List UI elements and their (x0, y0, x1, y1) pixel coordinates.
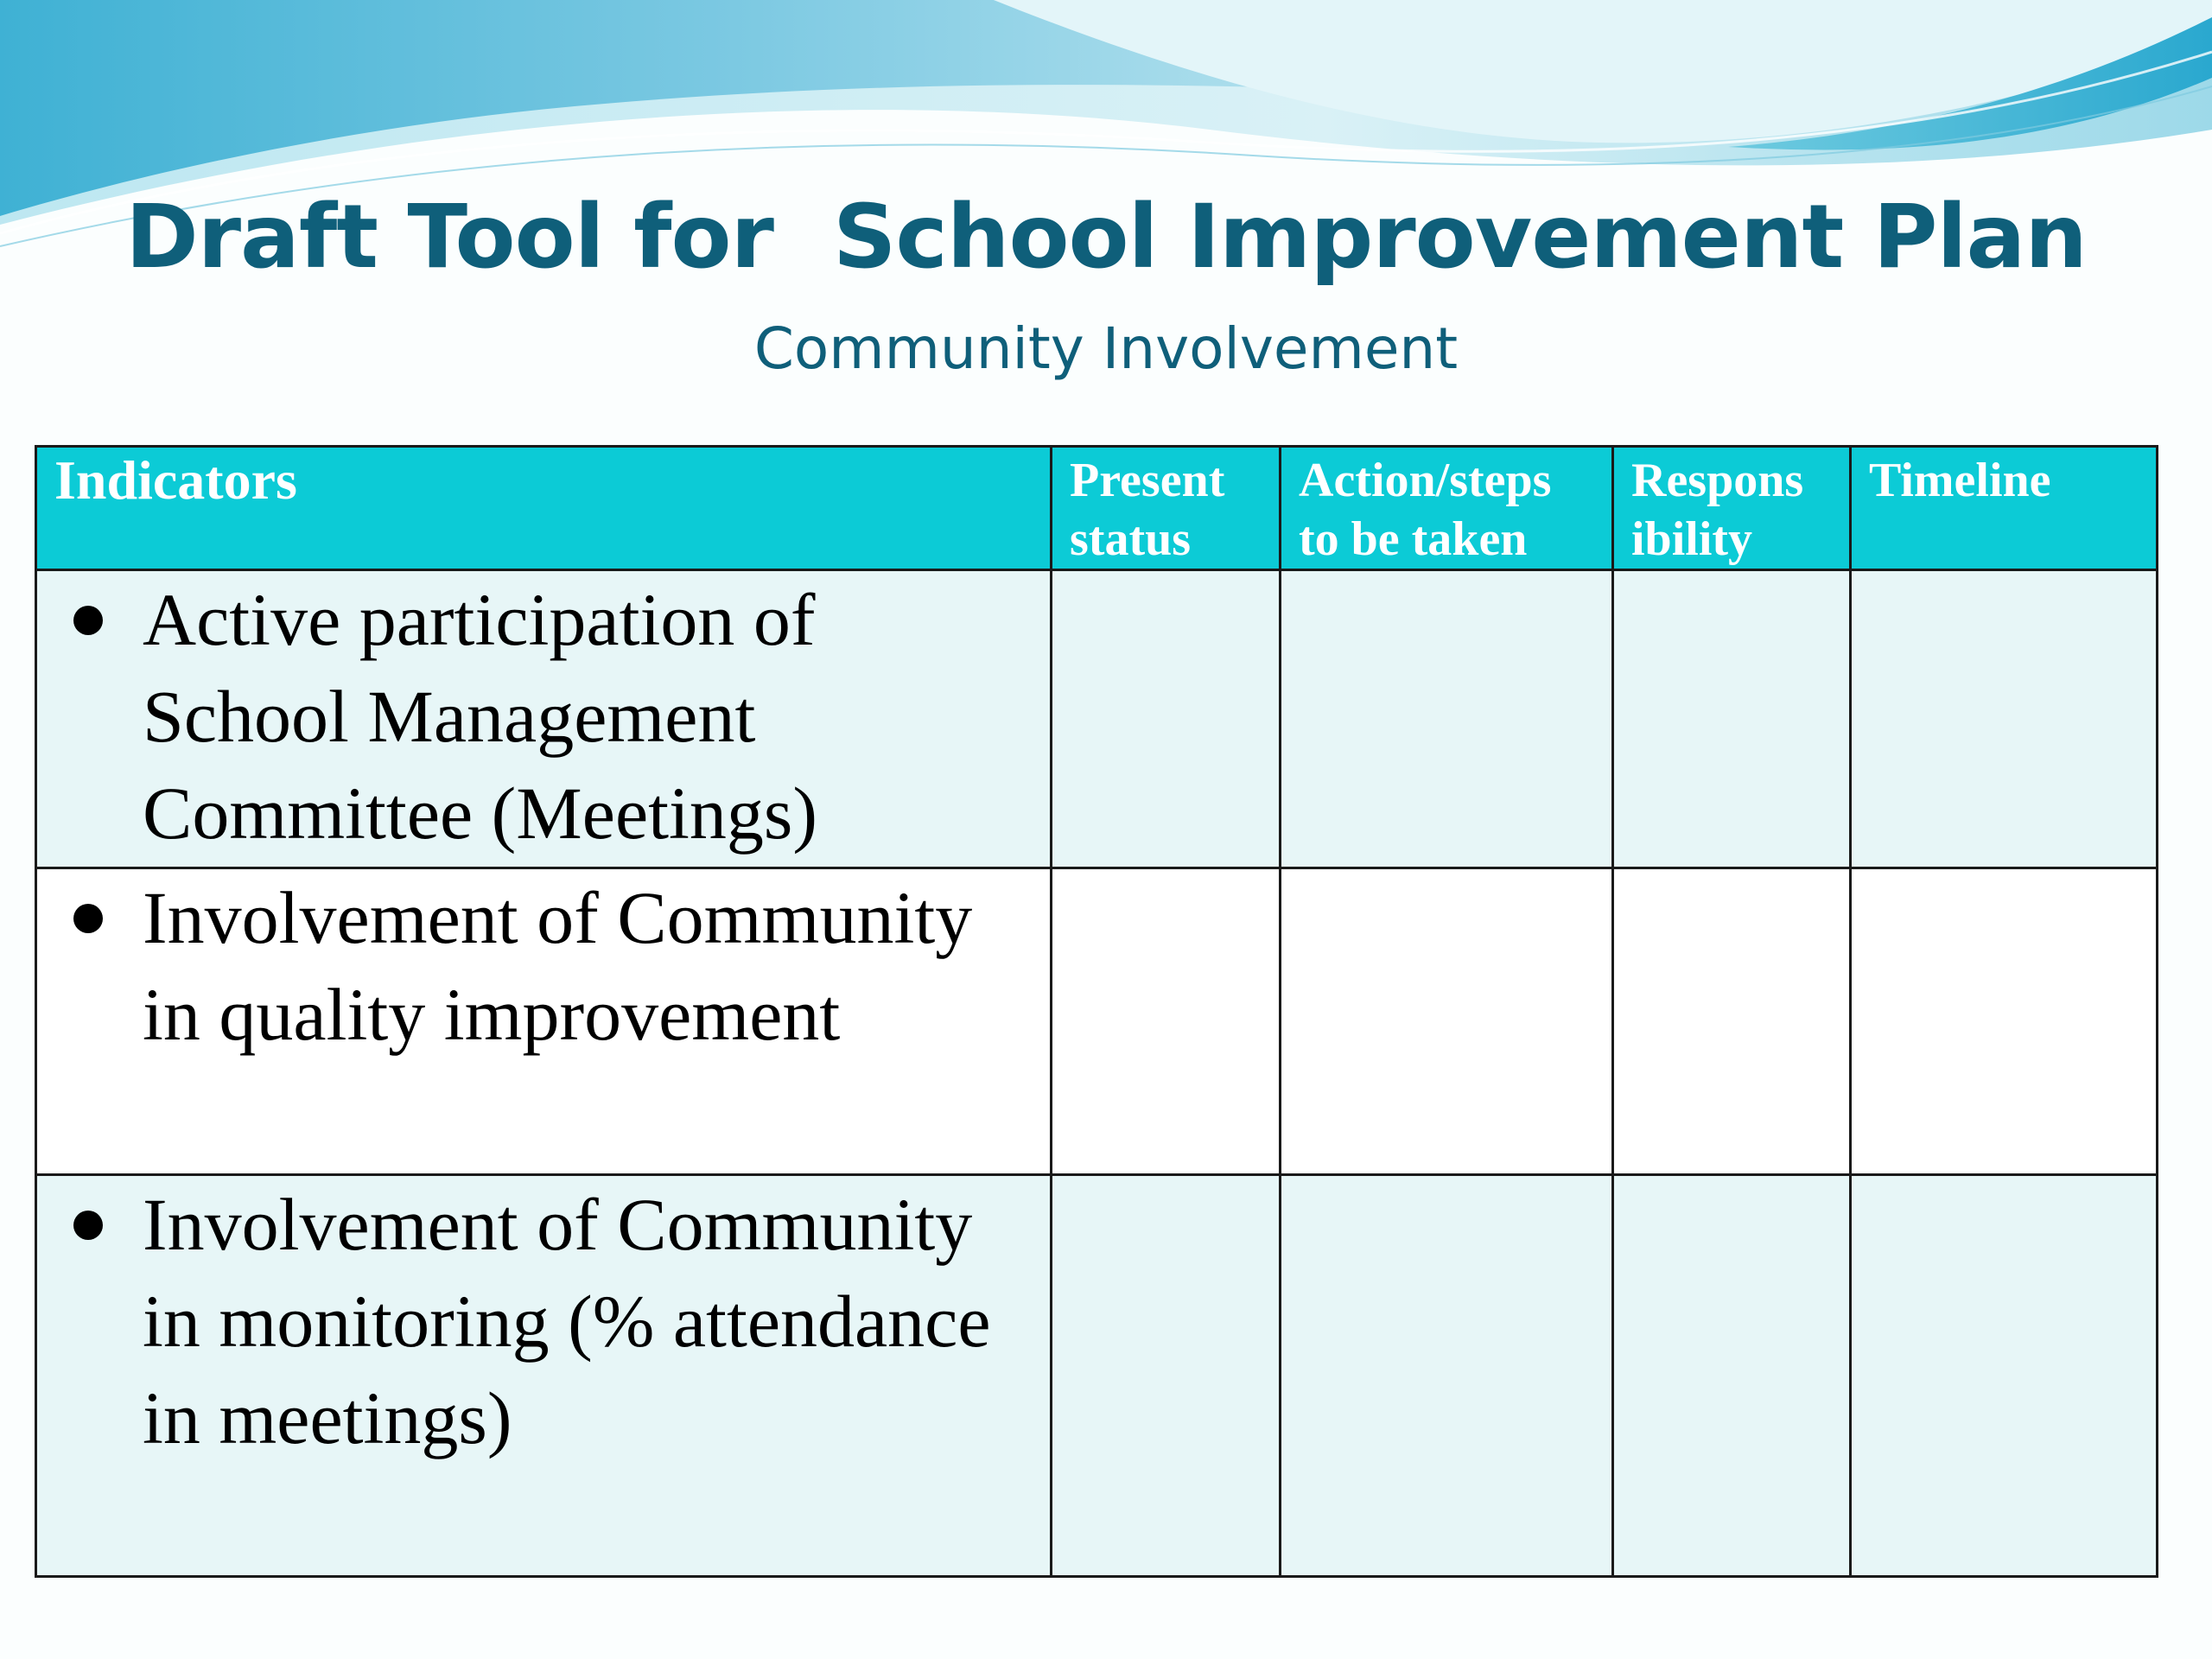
header-responsibility: Respons ibility (1613, 447, 1851, 570)
indicator-text: Involvement of Community in quality improvement (143, 876, 973, 1056)
indicator-text: Involvement of Community in monitoring (% attendance in meetings) (143, 1183, 991, 1459)
table-header-row (36, 447, 2158, 570)
indicator-cell (36, 570, 1052, 868)
indicator-text: Active participation of School Management Committee (Meetings) (143, 578, 818, 855)
responsibility-cell[interactable] (1613, 1175, 1851, 1577)
slide-title: Draft Tool for School Improvement Plan (125, 186, 2087, 289)
indicator-cell (36, 1175, 1052, 1577)
header-indicators: Indicators (36, 447, 1052, 570)
action-steps-cell[interactable] (1281, 868, 1613, 1175)
header-present-status: Present status (1052, 447, 1281, 570)
bullet-icon (73, 606, 103, 635)
timeline-cell[interactable] (1851, 1175, 2158, 1577)
table-row (36, 570, 2158, 868)
header-timeline: Timeline (1851, 447, 2158, 570)
bullet-icon (73, 904, 103, 933)
present-status-cell[interactable] (1052, 1175, 1281, 1577)
indicator-cell (36, 868, 1052, 1175)
improvement-plan-table (35, 445, 2158, 1578)
present-status-cell[interactable] (1052, 570, 1281, 868)
table-row (36, 1175, 2158, 1577)
action-steps-cell[interactable] (1281, 1175, 1613, 1577)
timeline-cell[interactable] (1851, 868, 2158, 1175)
slide-subtitle: Community Involvement (753, 315, 1459, 382)
present-status-cell[interactable] (1052, 868, 1281, 1175)
bullet-icon (73, 1211, 103, 1240)
header-action-steps: Action/steps to be taken (1281, 447, 1613, 570)
responsibility-cell[interactable] (1613, 868, 1851, 1175)
timeline-cell[interactable] (1851, 570, 2158, 868)
table-row (36, 868, 2158, 1175)
responsibility-cell[interactable] (1613, 570, 1851, 868)
action-steps-cell[interactable] (1281, 570, 1613, 868)
